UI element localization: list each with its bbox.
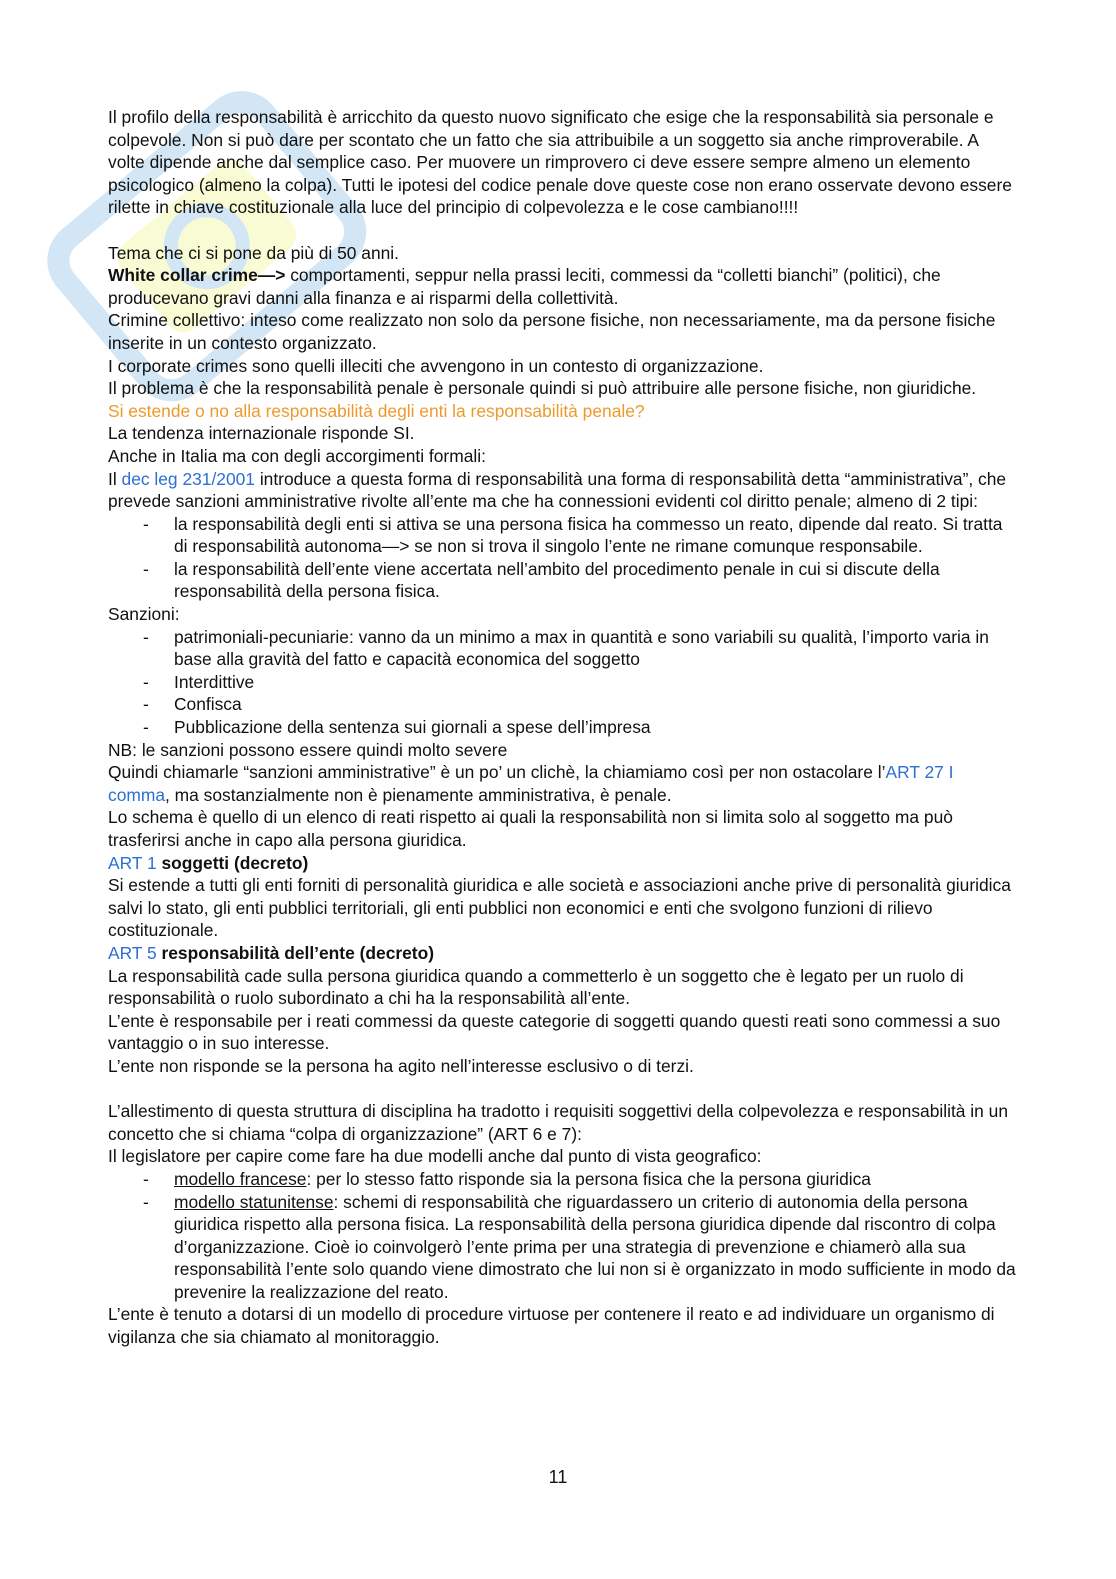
paragraph-nb: NB: le sanzioni possono essere quindi molto severe	[108, 739, 508, 760]
list-item: - Confisca	[108, 693, 1018, 716]
list-item-modello-francese: - modello francese: per lo stesso fatto risponde sia la persona fisica che la persona giuridica	[108, 1168, 1018, 1191]
paragraph-art-1: Si estende a tutti gli enti forniti di personalità giuridica e alle società e associazioni anche prive di personalità giuridica salvi lo stato, gli enti pubblici territoriali, gli enti pubblici non economici e enti che svolgono funzioni di rilievo costituzionale.	[108, 875, 1011, 941]
link-art-27[interactable]: ART 27 I comma	[108, 762, 954, 805]
list-tipi-connessione	[108, 513, 1018, 603]
document-page	[108, 106, 1018, 1349]
list-item: - la responsabilità dell’ente viene accertata nell’ambito del procedimento penale in cui si discute della responsabilità della persona fisica.	[108, 558, 1018, 603]
list-item: - Interdittive	[108, 671, 1018, 694]
page-number: 11	[548, 1467, 568, 1487]
paragraph-crimine-collettivo: Crimine collettivo: inteso come realizzato non solo da persone fisiche, non necessariamente, ma da persone fisiche inserite in un contesto organizzato.	[108, 310, 996, 353]
paragraph-white-collar: White collar crime—> comportamenti, seppur nella prassi leciti, commessi da “colletti bianchi” (politici), che producevano gravi danni alla finanza e ai risparmi della collettività.	[108, 265, 941, 308]
paragraph-colpevolezza: Il profilo della responsabilità è arricchito da questo nuovo significato che esige che la responsabilità sia personale e colpevole. Non si può dare per scontato che un fatto che sia attribuibile a un soggetto sia anche rimproverabile. A volte dipende anche dal semplice caso. Per muovere un rimprovero ci deve essere sempre almeno un elemento psicologico (almeno la colpa). Tutti le ipotesi del codice penale dove queste cose non erano osservate devono essere rilette in chiave costituzionale alla luce del principio di colpevolezza e le cose cambiano!!!!	[108, 107, 1012, 218]
term-white-collar: White collar crime—>	[108, 265, 286, 286]
list-item: - Pubblicazione della sentenza sui giornali a spese dell’impresa	[108, 716, 1018, 739]
paragraph-legislatore: Il legislatore per capire come fare ha due modelli anche dal punto di vista geografico:	[108, 1146, 762, 1167]
link-art-5[interactable]: ART 5	[108, 942, 157, 963]
paragraph-art-5-b: L’ente è responsabile per i reati commessi da queste categorie di soggetti quando questi reati sono commessi a suo vantaggio o in suo interesse.	[108, 1010, 1001, 1054]
heading-art-5: ART 5 responsabilità dell’ente (decreto)	[108, 942, 435, 963]
link-art-1[interactable]: ART 1	[108, 852, 157, 873]
list-item: - patrimoniali-pecuniarie: vanno da un minimo a max in quantità e sono variabili su qualità, l’importo varia in base alla gravità del fatto e capacità economica del soggetto	[108, 626, 1018, 671]
label-sanzioni: Sanzioni:	[108, 604, 180, 625]
paragraph-schema: Lo schema è quello di un elenco di reati rispetto ai quali la responsabilità non si limita solo al soggetto ma può trasferirsi anche in capo alla persona giuridica.	[108, 807, 953, 850]
link-dec-leg-231-2001[interactable]: dec leg 231/2001	[121, 468, 255, 489]
paragraph-problema: Il problema è che la responsabilità penale è personale quindi si può attribuire alle persone fisiche, non giuridiche.	[108, 378, 977, 399]
highlighted-question: Si estende o no alla responsabilità degli enti la responsabilità penale?	[108, 400, 645, 421]
paragraph-allestimento: L’allestimento di questa struttura di disciplina ha tradotto i requisiti soggettivi della colpevolezza e responsabilità in un concetto che si chiama “colpa di organizzazione” (ART 6 e 7):	[108, 1101, 1008, 1144]
paragraph-decreto: Il dec leg 231/2001 introduce a questa forma di responsabilità una forma di responsabilità detta “amministrativa”, che prevede sanzioni amministrative rivolte all’ente ma che ha connessioni evidenti col diritto penale; almeno di 2 tipi:	[108, 468, 1007, 512]
heading-art-1: ART 1 soggetti (decreto)	[108, 852, 309, 873]
list-item: - la responsabilità degli enti si attiva se una persona fisica ha commesso un reato, dipende dal reato. Si tratta di responsabilità autonoma—> se non si trova il singolo l’ente ne rimane comunque responsabile.	[108, 513, 1018, 558]
paragraph-corporate-crimes: I corporate crimes sono quelli illeciti che avvengono in un contesto di organizzazione.	[108, 355, 764, 376]
paragraph-italia: Anche in Italia ma con degli accorgimenti formali:	[108, 445, 486, 466]
list-item-modello-statunitense: - modello statunitense: schemi di responsabilità che riguardassero un criterio di autonomia della persona giuridica rispetto alla persona fisica. La responsabilità della persona giuridica dipende dal riscontro di colpa d’organizzazione. Cioè io coinvolgerò l’ente prima per una strategia di prevenzione e chiamerò alla sua responsabilità l’ente solo quando viene dimostrato che lui non si è organizzato in modo sufficiente in modo da prevenire la realizzazione del reato.	[108, 1191, 1018, 1304]
paragraph-art-5-a: La responsabilità cade sulla persona giuridica quando a commetterlo è un soggetto che è legato per un ruolo di responsabilità o ruolo subordinato a chi ha la responsabilità all’ente.	[108, 965, 964, 1009]
list-sanzioni	[108, 626, 1018, 739]
paragraph-ente-tenuto: L’ente è tenuto a dotarsi di un modello di procedure virtuose per contenere il reato e ad individuare un organismo di vigilanza che sia chiamato al monitoraggio.	[108, 1304, 995, 1348]
paragraph-tendenza: La tendenza internazionale risponde SI.	[108, 423, 415, 444]
paragraph-tema: Tema che ci si pone da più di 50 anni.	[108, 242, 399, 263]
paragraph-art-5-c: L’ente non risponde se la persona ha agito nell’interesse esclusivo o di terzi.	[108, 1055, 694, 1076]
paragraph-cliche: Quindi chiamarle “sanzioni amministrative” è un po’ un clichè, la chiamiamo così per non ostacolare l’ART 27 I comma, ma sostanzialmente non è pienamente amministrativa, è penale.	[108, 762, 954, 805]
list-modelli	[108, 1168, 1018, 1304]
